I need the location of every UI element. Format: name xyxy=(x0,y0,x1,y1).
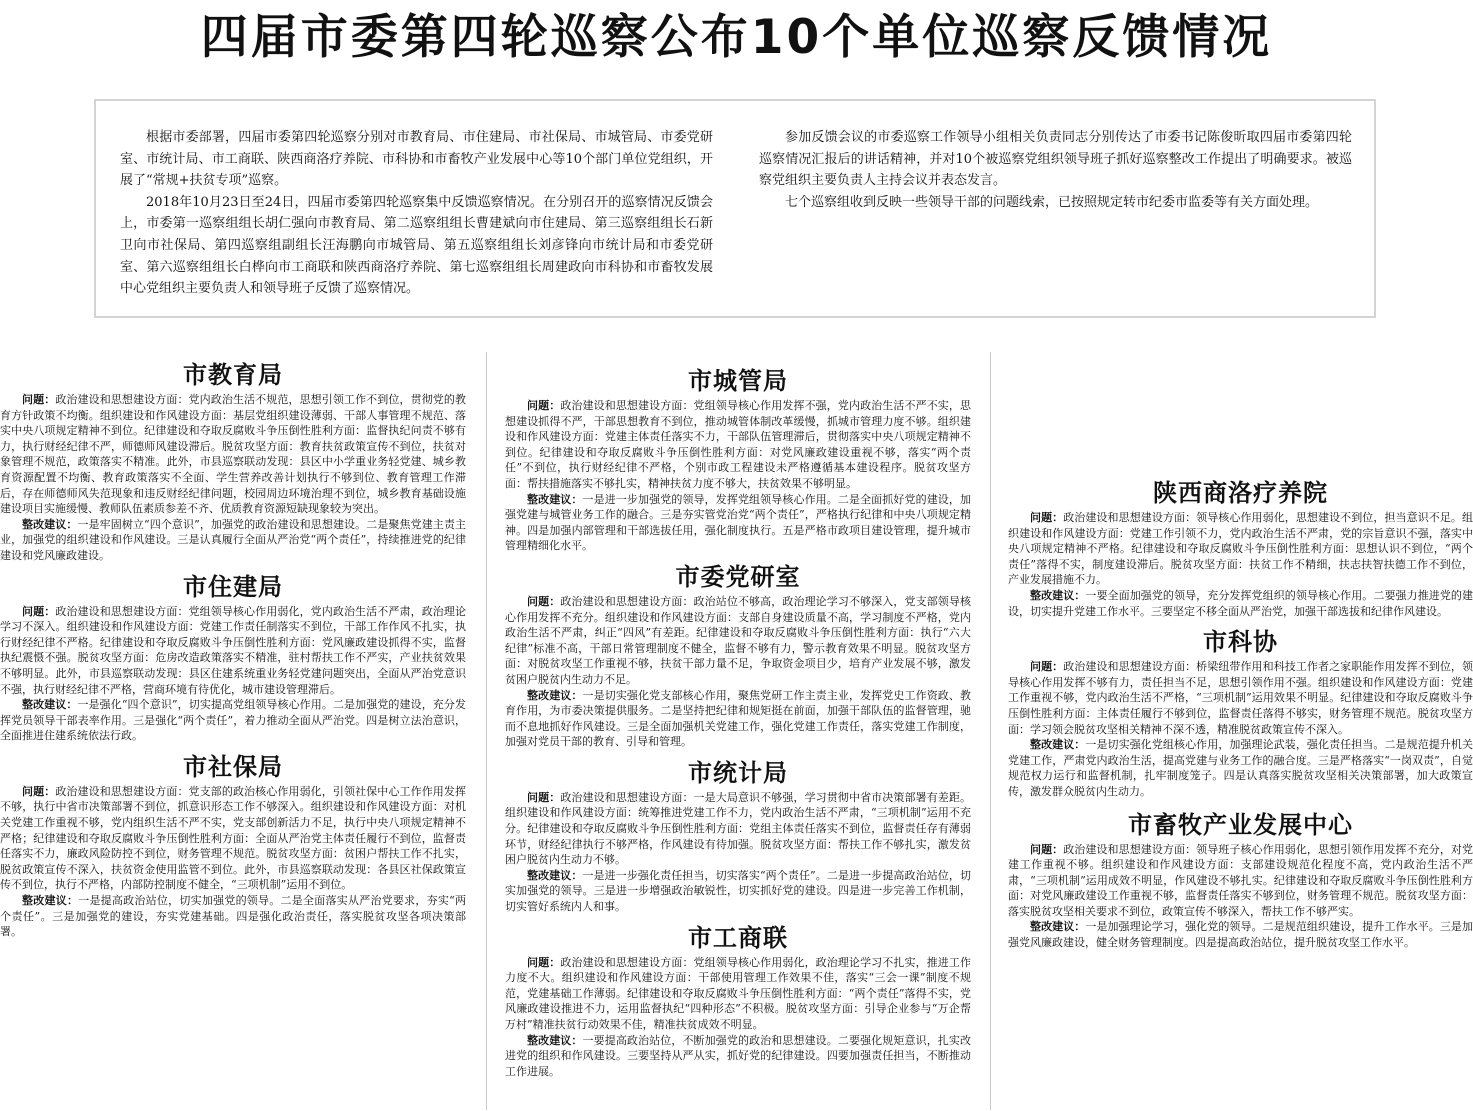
advice-paragraph xyxy=(0,893,466,940)
advice-paragraph xyxy=(505,688,971,750)
problem-paragraph xyxy=(505,594,971,688)
advice-label: 整改建议： xyxy=(527,688,583,702)
problem-label: 问题： xyxy=(1030,842,1064,856)
problem-paragraph xyxy=(0,784,466,893)
column-divider xyxy=(486,352,487,1110)
problem-text: 政治建设和思想建设方面：党组领导核心作用弱化，政治理论学习不扎实，推进工作力度不大。组织建设和作风建设方面：干部使用管理工作效果不佳，落实“三会一课”制度不规范，党建基础工作薄弱。纪律建设和夺取反腐败斗争压倒性胜利方面：“两个责任”落得不实，党风廉政建设推进不力，运用监督执纪“四种形态”不积极。脱贫攻坚方面：引导企业参与“万企帮万村”精准扶贫行动效果不佳，精准扶贫成效不明显。 xyxy=(505,955,971,1031)
section-title: 市统计局 xyxy=(688,757,788,787)
section-science-association xyxy=(1008,619,1473,799)
advice-text: 一是进一步加强党的领导，发挥党组领导核心作用。二是全面抓好党的建设，加强党建与城管业务工作的融合。三是夯实管党治党“两个责任”，严格执行纪律和中央八项规定精神。四是加强内部管理和干部选拔任用，强化制度执行。五是严格市政项目建设管理，提升城市管理精细化水平。 xyxy=(505,492,971,553)
section-urban-management-bureau xyxy=(505,350,971,554)
problem-label: 问题： xyxy=(22,604,56,618)
column-3 xyxy=(1008,350,1473,1111)
section-title: 市社保局 xyxy=(183,751,283,781)
problem-paragraph xyxy=(1008,510,1473,588)
problem-paragraph xyxy=(505,955,971,1033)
problem-label: 问题： xyxy=(527,790,561,804)
advice-label: 整改建议： xyxy=(1030,588,1086,602)
section-social-security-bureau xyxy=(0,744,466,940)
section-title: 市住建局 xyxy=(183,571,283,601)
section-party-research-office xyxy=(505,554,971,750)
advice-label: 整改建议： xyxy=(22,698,78,712)
problem-label: 问题： xyxy=(1030,660,1064,674)
column-1 xyxy=(0,350,466,1111)
advice-text: 一是切实强化党组核心作用，加强理论武装，强化责任担当。二是规范提升机关党建工作，严肃党内政治生活，提高党建与业务工作的融合度。三是严格落实“一岗双责”，自觉规范权力运行和监督机制，扎牢制度笼子。四是认真落实脱贫攻坚相关决策部署，加大政策宣传，激发群众脱贫内生动力。 xyxy=(1008,738,1473,798)
problem-text: 政治建设和思想建设方面：政治站位不够高，政治理论学习不够深入，党支部领导核心作用发挥不充分。组织建设和作风建设方面：支部自身建设质量不高，学习制度不严格，党内政治生活不严肃，纠正“四风”有差距。纪律建设和夺取反腐败斗争压倒性胜利方面：执行“六大纪律”标准不高，干部日常管理制度不健全，监督不够有力，警示教育效果不明显。脱贫攻坚方面：对脱贫攻坚工作重视不够，扶贫干部力量不足，争取资金项目少，培育产业发展不够，激发贫困户脱贫内生动力不足。 xyxy=(505,594,971,686)
problem-paragraph xyxy=(505,790,971,868)
headline: 四届市委第四轮巡察公布10个单位巡察反馈情况 xyxy=(200,10,1273,65)
problem-label: 问题： xyxy=(527,399,561,412)
section-housing-bureau xyxy=(0,564,466,744)
problem-label: 问题： xyxy=(527,594,561,608)
problem-text: 政治建设和思想建设方面：领导班子核心作用弱化，思想引领作用发挥不充分，对党建工作重视不够。组织建设和作风建设方面：支部建设规范化程度不高，党内政治生活不严肃，“三项机制”运用成效不明显，作风建设不够扎实。纪律建设和夺取反腐败斗争压倒性胜利方面：对党风廉政建设工作重视不够，监督责任落实不够到位，财务管理不规范。脱贫攻坚方面：落实脱贫攻坚相关要求不到位，政策宣传不够深入，帮扶工作不够严实。 xyxy=(1008,842,1473,918)
advice-text: 一是加强理论学习，强化党的领导。二是规范组织建设，提升工作水平。三是加强党风廉政建设，健全财务管理制度。四是提高政治站位，提升脱贫攻坚工作水平。 xyxy=(1008,920,1473,950)
problem-label: 问题： xyxy=(22,393,56,406)
advice-paragraph xyxy=(505,492,971,554)
section-title: 市畜牧产业发展中心 xyxy=(1128,809,1353,839)
problem-label: 问题： xyxy=(22,784,56,798)
advice-label: 整改建议： xyxy=(1030,920,1086,934)
section-title: 市科协 xyxy=(1203,627,1278,657)
advice-label: 整改建议： xyxy=(527,1033,583,1047)
section-livestock-development-center xyxy=(1008,800,1473,951)
lead-paragraph: 七个巡察组收到反映一些领导干部的问题线索，已按照规定转市纪委市监委等有关方面处理。 xyxy=(785,194,1319,210)
problem-text: 政治建设和思想建设方面：党组领导核心作用弱化，党内政治生活不严肃，政治理论学习不深入。组织建设和作风建设方面：党建工作责任制落实不到位，干部工作作风不扎实，执行财经纪律不严格。纪律建设和夺取反腐败斗争压倒性胜利方面：党风廉政建设抓得不实，监督执纪震慑不强。脱贫攻坚方面：危房改造政策落实不精准，驻村帮扶工作不严实，产业扶贫效果不够明显。此外，市县巡察联动发现：县区住建系统重业务轻党建问题突出，全面从严治党意识不强，执行财经纪律不严格，营商环境有待优化，城市建设管理滞后。 xyxy=(0,604,466,696)
section-statistics-bureau xyxy=(505,750,971,915)
advice-paragraph xyxy=(1008,588,1473,619)
problem-paragraph xyxy=(0,604,466,698)
problem-text: 政治建设和思想建设方面：领导核心作用弱化，思想建设不到位，担当意识不足。组织建设和作风建设方面：党建工作引领不力，党内政治生活不严肃，党的宗旨意识不强，落实中央八项规定精神不严格。纪律建设和夺取反腐败斗争压倒性胜利方面：思想认识不到位，“两个责任”落得不实，制度建设滞后。脱贫攻坚方面：扶贫工作不精细，扶志扶智扶德工作不到位，产业发展措施不力。 xyxy=(1008,511,1473,587)
advice-text: 一是提高政治站位，切实加强党的领导。二是全面落实从严治党要求，夯实“两个责任”。三是加强党的建设，夯实党建基础。四是强化政治责任，落实脱贫攻坚各项决策部署。 xyxy=(0,894,466,939)
lead-paragraph: 2018年10月23日至24日，四届市委第四轮巡察集中反馈巡察情况。在分别召开的巡察情况反馈会上，市委第一巡察组组长胡仁强向市教育局、第二巡察组组长曹建斌向市住建局、第三巡察组组长石新卫向市社保局、第四巡察组副组长汪海鹏向市城管局、第五巡察组组长刘彦锋向市统计局和市委党研室、第六巡察组组长白桦向市工商联和陕西商洛疗养院、第七巡察组组长周建政向市科协和市畜牧发展中心党组织主要负责人和领导班子反馈了巡察情况。 xyxy=(120,194,713,297)
advice-text: 一是牢固树立“四个意识”，加强党的政治建设和思想建设。二是聚焦党建主责主业，加强党的组织建设和作风建设。三是认真履行全面从严治党“两个责任”，持续推进党的纪律建设和党风廉政建设。 xyxy=(0,517,466,562)
lead-paragraph: 参加反馈会议的市委巡察工作领导小组相关负责同志分别传达了市委书记陈俊昕取四届市委第四轮巡察情况汇报后的讲话精神，并对10个被巡察党组织领导班子抓好巡察整改工作提出了明确要求。被巡察党组织主要负责人主持会议并表态发言。 xyxy=(759,130,1352,189)
advice-text: 一是强化“四个意识”，切实提高党组领导核心作用。二是加强党的建设，充分发挥党员领导干部表率作用。三是强化“两个责任”，着力推动全面从严治党。四是树立法治意识，全面推进住建系统依法行政。 xyxy=(0,698,466,743)
column-divider xyxy=(990,352,991,1110)
advice-paragraph xyxy=(1008,919,1473,950)
problem-paragraph xyxy=(505,398,971,492)
problem-text: 政治建设和思想建设方面：党支部的政治核心作用弱化，引领社保中心工作作用发挥不够，执行中省市决策部署不到位，抓意识形态工作不够深入。组织建设和作风建设方面：对机关党建工作重视不够，党内组织生活不严不实，党支部创新活力不足，执行中央八项规定精神不严格；纪律建设和夺取反腐败斗争压倒性胜利方面：全面从严治党主体责任履行不到位，监督责任落实不力，廉政风险防控不到位，财务管理不规范。脱贫攻坚方面：贫困户帮扶工作不扎实，脱贫政策宣传不深入，扶贫资金使用监管不到位。此外，市县巡察联动发现：各县区社保政策宣传不到位，执行不严格，内部防控制度不健全，“三项机制”运用不到位。 xyxy=(0,784,466,892)
advice-label: 整改建议： xyxy=(22,517,78,531)
problem-text: 政治建设和思想建设方面：桥梁纽带作用和科技工作者之家职能作用发挥不到位，领导核心作用发挥不够有力，责任担当不足，思想引领作用不强。组织建设和作风建设方面：党建工作重视不够，党内政治生活不严格，“三项机制”运用效果不明显。纪律建设和夺取反腐败斗争压倒性胜利方面：主体责任履行不够到位，监督责任落得不够实，财务管理不规范。脱贫攻坚方面：学习领会脱贫攻坚相关精神不深不透，精准脱贫政策宣传不深入。 xyxy=(1008,660,1473,736)
advice-label: 整改建议： xyxy=(527,868,583,882)
section-title: 市委党研室 xyxy=(675,561,801,591)
problem-paragraph xyxy=(0,392,466,517)
advice-text: 一要全面加强党的领导，充分发挥党组织的领导核心作用。二要强力推进党的建设，切实提升党建工作水平。三要坚定不移全面从严治党，加强干部选拔和纪律作风建设。 xyxy=(1008,588,1473,618)
section-title: 市教育局 xyxy=(183,360,283,389)
section-education-bureau xyxy=(0,350,466,564)
problem-paragraph xyxy=(1008,659,1473,737)
advice-label: 整改建议： xyxy=(1030,738,1086,752)
problem-text: 政治建设和思想建设方面：一是大局意识不够强，学习贯彻中省市决策部署有差距。组织建设和作风建设方面：统筹推进党建工作不力，党内政治生活不严肃，“三项机制”运用不充分。纪律建设和夺取反腐败斗争压倒性胜利方面：党组主体责任落实不到位，监督责任存有薄弱环节，财经纪律执行不够严格，作风建设有待加强。脱贫攻坚方面：帮扶工作不够扎实，激发贫困户脱贫内生动力不够。 xyxy=(505,790,971,867)
lead-box xyxy=(94,99,1376,318)
lead-paragraph: 根据市委部署，四届市委第四轮巡察分别对市教育局、市住建局、市社保局、市城管局、市委党研室、市统计局、市工商联、陕西商洛疗养院、市科协和市畜牧产业发展中心等10个部门单位党组织，开展了“常规+扶贫专项”巡察。 xyxy=(120,130,713,189)
advice-text: 一要提高政治站位，不断加强党的政治和思想建设。二要强化规矩意识，扎实改进党的组织和作风建设。三要坚持从严从实，抓好党的纪律建设。四要加强责任担当，不断推动工作进展。 xyxy=(505,1033,971,1078)
problem-text: 政治建设和思想建设方面：党内政治生活不规范，思想引领工作不到位，贯彻党的教育方针政策不均衡。组织建设和作风建设方面：基层党组织建设薄弱、干部人事管理不规范、落实中央八项规定精神不到位。纪律建设和夺取反腐败斗争压倒性胜利方面：监督执纪问责不够有力，执行财经纪律不严，师德师风建设滞后。脱贫攻坚方面：教育扶贫政策宣传不到位，扶贫对象管理不规范，政策落实不精准。此外，市县巡察联动发现：县区中小学重业务轻党建、城乡教育资源配置不均衡、教育政策落实不全面、学生营养改善计划执行不够到位、教育管理工作滞后，存在师德师风失范现象和违反财经纪律问题，校园周边环境治理不到位，城乡教育基础设施建设项目实施缓慢、教师队伍素质参差不齐、优质教育资源短缺现象较为突出。 xyxy=(0,393,466,516)
advice-paragraph xyxy=(1008,737,1473,799)
section-title: 陕西商洛疗养院 xyxy=(1153,478,1328,507)
advice-label: 整改建议： xyxy=(527,492,583,506)
section-title: 市工商联 xyxy=(688,922,788,952)
problem-paragraph xyxy=(1008,842,1473,920)
advice-paragraph xyxy=(505,1033,971,1080)
section-title: 市城管局 xyxy=(688,366,788,395)
problem-label: 问题： xyxy=(1030,511,1064,524)
advice-paragraph xyxy=(0,697,466,744)
problem-label: 问题： xyxy=(527,955,561,969)
advice-paragraph xyxy=(505,868,971,915)
column-2 xyxy=(505,350,971,1111)
advice-text: 一是进一步强化责任担当，切实落实“两个责任”。二是进一步提高政治站位，切实加强党的领导。三是进一步增强政治敏锐性，切实抓好党的建设。四是进一步完善工作机制，切实管好系统内人和事。 xyxy=(505,868,971,914)
section-shangluo-sanatorium xyxy=(1008,350,1473,619)
section-federation-of-industry-and-commerce xyxy=(505,915,971,1080)
problem-text: 政治建设和思想建设方面：党组领导核心作用发挥不强，党内政治生活不严不实，思想建设抓得不严，干部思想教育不到位，推动城管体制改革缓慢，抓城市管理力度不够。组织建设和作风建设方面：党建主体责任落实不力，干部队伍管理滞后，贯彻落实中央八项规定精神不到位。纪律建设和夺取反腐败斗争压倒性胜利方面：对党风廉政建设重视不够，落实“两个责任”不到位，执行财经纪律不严格，个别市政工程建设未严格遵循基本建设程序。脱贫攻坚方面：帮扶措施落实不够扎实，精神扶贫力度不够大，扶贫效果不够明显。 xyxy=(505,399,971,490)
advice-label: 整改建议： xyxy=(22,894,79,908)
advice-text: 一是切实强化党支部核心作用，聚焦党研工作主责主业，发挥党史工作资政、教育作用，为市委决策提供服务。二是坚持把纪律和规矩挺在前面，加强干部队伍的监督管理，驰而不息地抓好作风建设。三是全面加强机关党建工作，强化党建工作责任，落实党建工作制度，加强对党员干部的教育、引导和管理。 xyxy=(505,688,971,749)
advice-paragraph xyxy=(0,517,466,564)
